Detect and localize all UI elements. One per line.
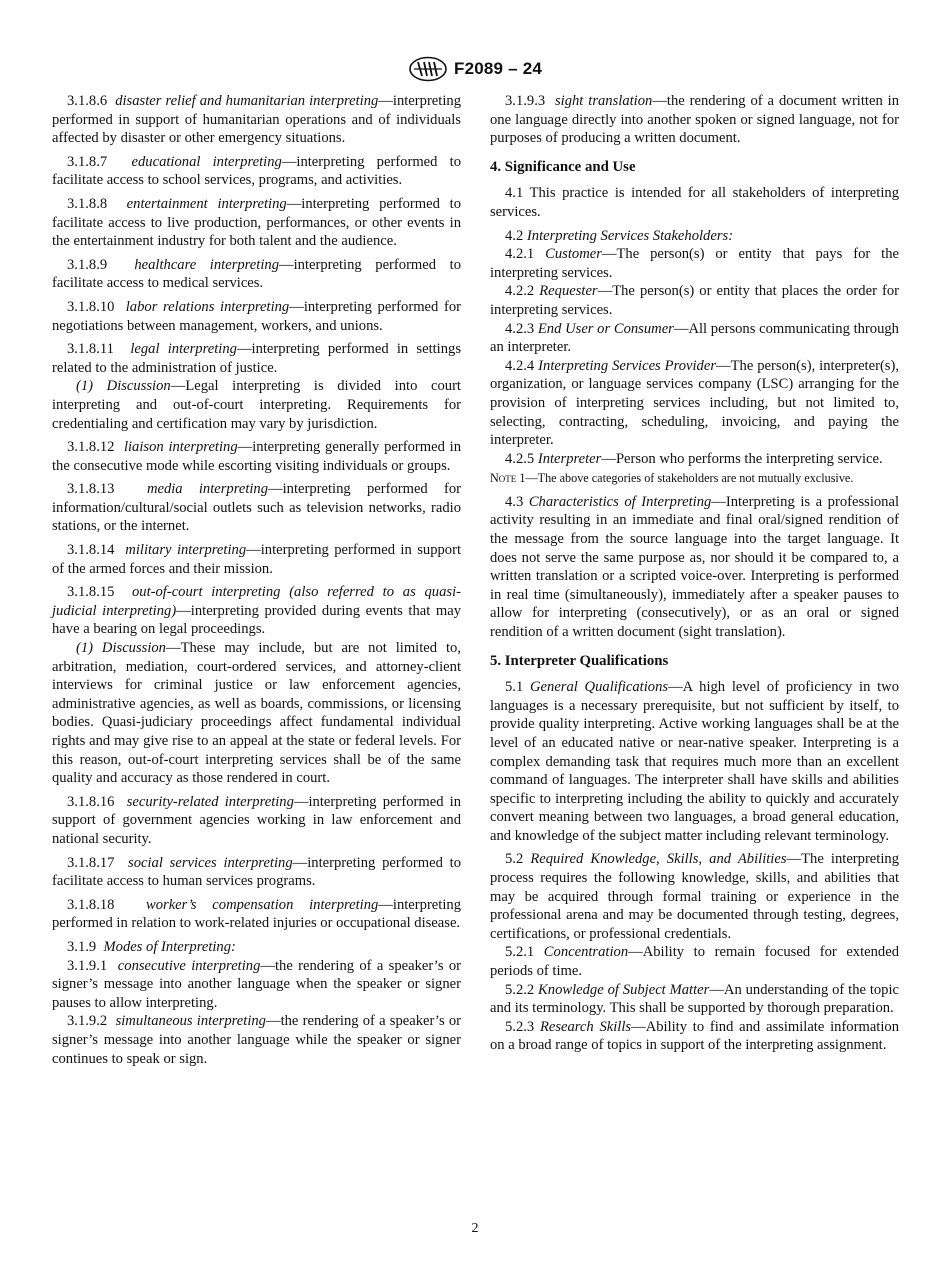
definition-paragraph: 3.1.8.12 liaison interpreting—interpreting generally performed in the consecutive mode while escorting visiting individuals or groups. bbox=[52, 439, 461, 474]
paragraph-4-2: 4.2 Interpreting Services Stakeholders: bbox=[505, 227, 734, 244]
page-number: 2 bbox=[471, 1221, 479, 1236]
definition-paragraph: 3.1.8.10 labor relations interpreting—interpreting performed for negotiations between management, workers, and unions. bbox=[52, 298, 461, 334]
paragraph-5-2: 5.2 Required Knowledge, Skills, and Abilities—The interpreting process requires the following knowledge, skills, and abilities that may be acquired through formal training or experience in the professional arena and may be documented through testing, degrees, certifications, or professional credentials. bbox=[490, 851, 899, 942]
astm-logo-icon bbox=[408, 56, 448, 82]
paragraph-5-2-3: 5.2.3 Research Skills—Ability to find and assimilate information on a broad range of topics in support of the interpreting assignment. bbox=[490, 1018, 899, 1054]
paragraph-4-1: 4.1 This practice is intended for all stakeholders of interpreting services. bbox=[490, 185, 899, 220]
page-header bbox=[0, 56, 950, 82]
discussion-paragraph: (1) Discussion—Legal interpreting is divided into court interpreting and out-of-court interpreting. Requirements for credentialing and certification may vary by jurisdiction. bbox=[52, 378, 461, 432]
note-1: Note 1—The above categories of stakeholders are not mutually exclusive. bbox=[490, 471, 854, 486]
definition-paragraph: 3.1.8.16 security-related interpreting—interpreting performed in support of government agencies working in law enforcement and national security. bbox=[52, 793, 461, 847]
definition-paragraph: 3.1.8.9 healthcare interpreting—interpreting performed to facilitate access to medical services. bbox=[52, 256, 461, 292]
definition-paragraph: 3.1.8.15 out-of-court interpreting (also referred to as quasi-judicial interpreting)—interpreting provided during events that may have a bearing on legal proceedings. bbox=[52, 584, 461, 638]
paragraph-5-2-1: 5.2.1 Concentration—Ability to remain focused for extended periods of time. bbox=[490, 944, 899, 980]
paragraph-4-2-4: 4.2.4 Interpreting Services Provider—The person(s), interpreter(s), organization, or language services company (LSC) arranging for the provision of interpreting services including, but not limited to, selecting, contracting, scheduling, invoicing, and paying the interpreter. bbox=[490, 357, 899, 449]
definition-paragraph: 3.1.8.8 entertainment interpreting—interpreting performed to facilitate access to live production, performances, or other events in the entertainment industry for both talent and the audience. bbox=[52, 195, 461, 250]
left-column bbox=[52, 92, 461, 1073]
definition-paragraph: 3.1.9 Modes of Interpreting: bbox=[67, 938, 236, 955]
paragraph-5-2-2: 5.2.2 Knowledge of Subject Matter—An understanding of the topic and its terminology. This shall be supported by thorough preparation. bbox=[490, 981, 900, 1017]
document-id: F2089 – 24 bbox=[453, 59, 542, 78]
paragraph-4-2-3: 4.2.3 End User or Consumer—All persons communicating through an interpreter. bbox=[490, 320, 899, 356]
definition-paragraph: 3.1.8.14 military interpreting—interpreting performed in support of the armed forces and their mission. bbox=[52, 542, 461, 577]
definition-paragraph: 3.1.8.7 educational interpreting—interpreting performed to facilitate access to school services, programs, and activities. bbox=[52, 153, 461, 189]
definition-paragraph: 3.1.8.13 media interpreting—interpreting performed for information/cultural/social outlets such as television networks, radio stations, or the internet. bbox=[52, 481, 461, 535]
discussion-paragraph: (1) Discussion—These may include, but are not limited to, arbitration, mediation, court-ordered services, and attorney-client interviews for criminal justice or law enforcement agencies, administrative agencies, as well as boards, commissions, or licensing bodies. Quasi-judiciary proceedings affect fundamental individual rights and may give rise to an appeal at the state or federal levels. For this reason, out-of-court interpreting services shall be of the same quality and accuracy as those rendered in court. bbox=[52, 640, 461, 787]
paragraph-4-2-2: 4.2.2 Requester—The person(s) or entity that places the order for interpreting services. bbox=[490, 283, 899, 318]
paragraph-4-2-5: 4.2.5 Interpreter—Person who performs the interpreting service. bbox=[505, 450, 883, 467]
right-column bbox=[490, 92, 899, 1055]
definition-paragraph: 3.1.9.2 simultaneous interpreting—the rendering of a speaker’s or signer’s message into another language while the speaker or signer continues to speak or sign. bbox=[52, 1013, 461, 1067]
definition-paragraph: 3.1.9.1 consecutive interpreting—the rendering of a speaker’s or signer’s message into another language when the speaker or signer pauses to allow interpreting. bbox=[52, 957, 461, 1011]
definition-3-1-9-3: 3.1.9.3 sight translation—the rendering of a document written in one language directly into another spoken or signed language, not for purposes of producing a written document. bbox=[490, 93, 900, 147]
section-heading-5: 5. Interpreter Qualifications bbox=[490, 652, 669, 669]
definition-paragraph: 3.1.8.11 legal interpreting—interpreting performed in settings related to the administration of justice. bbox=[52, 341, 462, 376]
definition-paragraph: 3.1.8.18 worker’s compensation interpreting—interpreting performed in relation to work-related injuries or occupational disease. bbox=[52, 896, 461, 932]
definition-paragraph: 3.1.8.17 social services interpreting—interpreting performed to facilitate access to human services programs. bbox=[52, 854, 461, 890]
paragraph-4-2-1: 4.2.1 Customer—The person(s) or entity that pays for the interpreting services. bbox=[490, 246, 899, 281]
paragraph-4-3: 4.3 Characteristics of Interpreting—Interpreting is a professional activity resulting in an immediate and final oral/signed rendition of the message from the source language into the target language. It does not serve the same purpose as, nor should it be compared to, a written translation or a scripted voice-over. Interpreting is performed in real time (simultaneously), immediately after a speaker pauses to allow for interpreting (consecutively), or as an oral or signed rendition of a written document (sight translation). bbox=[490, 493, 900, 640]
definition-paragraph: 3.1.8.6 disaster relief and humanitarian interpreting—interpreting performed in support of humanitarian operations and of individuals affected by disaster or other emergency situations. bbox=[52, 93, 461, 147]
paragraph-5-1: 5.1 General Qualifications—A high level of proficiency in two languages is a necessary prerequisite, but not sufficient by itself, to provide quality interpreting. Active working languages shall be at the level of an educated native or near-native speaker. Interpreting is a complex demanding task that requires much more than an excellent command of languages. The interpreter shall have skills and abilities specific to interpreting including the ability to quickly and accurately convert meaning between two languages, a broad general education, and knowledge of the subject matter including relevant terminology. bbox=[490, 679, 900, 844]
section-heading-4: 4. Significance and Use bbox=[490, 158, 636, 175]
